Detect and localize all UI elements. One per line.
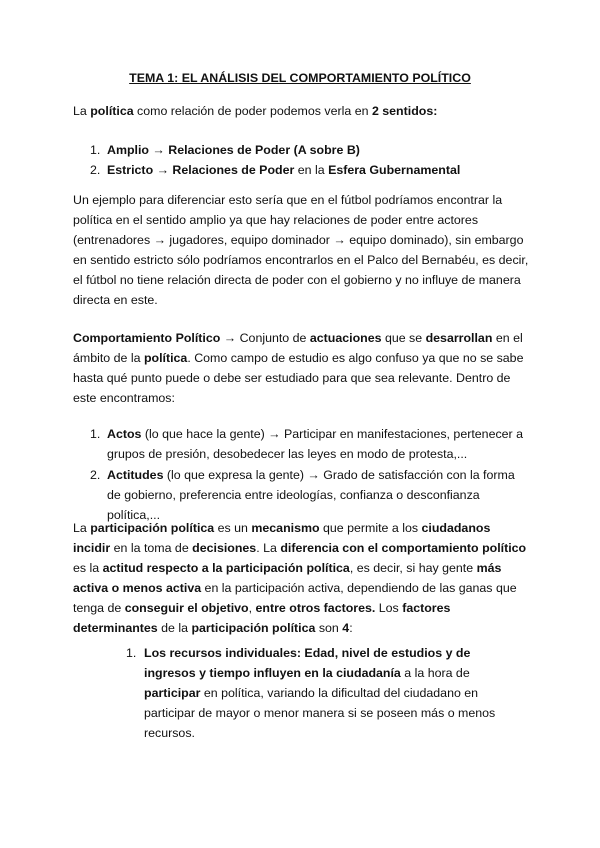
example-paragraph: Un ejemplo para diferenciar esto sería que en el fútbol podríamos encontrar la política en el sentido amplio ya que hay relaciones de poder entre actores (entrenadores → jugadores, equipo dominador → equipo dominado), sin embargo en sentido estricto sólo podríamos encontrarlos en el Palco del Bernabéu, es decir, el fútbol no tiene relación directa de poder con el gobierno y no influye de manera directa en este. bbox=[73, 193, 529, 307]
c-text-2: que se bbox=[381, 331, 426, 345]
c-text-1: → Conjunto de bbox=[220, 331, 310, 345]
element-text: (lo que hace la gente) → Participar en manifestaciones, pertenecer a grupos de presión, desobedecer las leyes en modo de protesta,... bbox=[107, 427, 524, 461]
c-text-3: en el ámbito de la bbox=[73, 331, 523, 365]
p-bold-6: actitud respecto a la participación política bbox=[102, 561, 350, 575]
p-text-13: : bbox=[349, 621, 353, 635]
p-text-2: es un bbox=[214, 521, 252, 535]
intro-text-2: como relación de poder podemos verla en bbox=[133, 104, 372, 118]
p-bold-7: más activa o menos activa bbox=[73, 561, 502, 595]
sense-item bbox=[107, 160, 537, 180]
intro-text-1: La bbox=[73, 104, 91, 118]
p-bold-2: mecanismo bbox=[251, 521, 320, 535]
p-text-8: en la participación activa, dependiendo de las ganas que tenga de bbox=[73, 581, 517, 615]
p-bold-9: entre otros factores. bbox=[255, 601, 376, 615]
sense-text: en la bbox=[294, 163, 329, 177]
c-bold-1: Comportamiento Político bbox=[73, 331, 221, 345]
p-bold-11: participación política bbox=[191, 621, 316, 635]
p-text-4: en la toma de bbox=[110, 541, 193, 555]
c-text-4: . Como campo de estudio es algo confuso ya que no se sabe hasta qué punto puede o debe ser estudiado para que sea relevante. Dentro de este encontramos: bbox=[73, 351, 524, 405]
p-bold-12: 4 bbox=[342, 621, 350, 635]
sense-item bbox=[107, 140, 537, 160]
element-bold: Actos bbox=[107, 427, 142, 441]
p-bold-8: conseguir el objetivo bbox=[124, 601, 249, 615]
p-text-9: , bbox=[248, 601, 256, 615]
p-bold-10: factores determinantes bbox=[73, 601, 451, 635]
factor-bold-2: participar bbox=[144, 686, 201, 700]
element-text: (lo que expresa la gente) → Grado de satisfacción con la forma de gobierno, preferencia entre ideologías, confianza o desconfianza política,... bbox=[107, 468, 515, 522]
element-number: 1. bbox=[90, 427, 101, 441]
p-text-12: son bbox=[315, 621, 343, 635]
intro-bold-2: 2 sentidos: bbox=[371, 104, 438, 118]
element-item bbox=[107, 465, 529, 525]
sense-bold: Estricto → Relaciones de Poder bbox=[107, 163, 295, 177]
factor-item bbox=[144, 643, 522, 743]
c-bold-2: actuaciones bbox=[309, 331, 382, 345]
element-item bbox=[107, 424, 529, 464]
p-bold-4: decisiones bbox=[192, 541, 257, 555]
factor-text: a la hora de bbox=[400, 666, 470, 680]
document-title: TEMA 1: EL ANÁLISIS DEL COMPORTAMIENTO POLÍTICO bbox=[129, 71, 471, 85]
p-text-10: Los bbox=[375, 601, 403, 615]
sense-number: 1. bbox=[90, 143, 101, 157]
c-bold-3: desarrollan bbox=[425, 331, 493, 345]
comportamiento-paragraph bbox=[73, 328, 529, 408]
sense-bold: Amplio → Relaciones de Poder (A sobre B) bbox=[107, 143, 360, 157]
p-text-1: La bbox=[73, 521, 91, 535]
p-bold-3: ciudadanos incidir bbox=[73, 521, 491, 555]
p-bold-5: diferencia con el comportamiento político bbox=[280, 541, 527, 555]
intro-paragraph bbox=[73, 101, 529, 121]
factor-number: 1. bbox=[126, 646, 137, 660]
sense-number: 2. bbox=[90, 163, 101, 177]
p-text-11: de la bbox=[157, 621, 192, 635]
p-bold-1: participación política bbox=[90, 521, 215, 535]
sense-bold-2: Esfera Gubernamental bbox=[328, 163, 461, 177]
element-number: 2. bbox=[90, 468, 101, 482]
element-bold: Actitudes bbox=[107, 468, 164, 482]
factor-bold: Los recursos individuales: Edad, nivel de estudios y de ingresos y tiempo influyen en la ciudadanía bbox=[144, 646, 471, 680]
c-bold-4: política bbox=[143, 351, 188, 365]
participacion-paragraph bbox=[73, 518, 529, 638]
p-text-5: . La bbox=[256, 541, 281, 555]
intro-bold-1: política bbox=[90, 104, 134, 118]
p-text-3: que permite a los bbox=[319, 521, 422, 535]
p-text-6: es la bbox=[73, 561, 103, 575]
factor-text-2: en política, variando la dificultad del ciudadano en participar de mayor o menor manera si se poseen más o menos recursos. bbox=[144, 686, 496, 740]
p-text-7: , es decir, si hay gente bbox=[349, 561, 477, 575]
